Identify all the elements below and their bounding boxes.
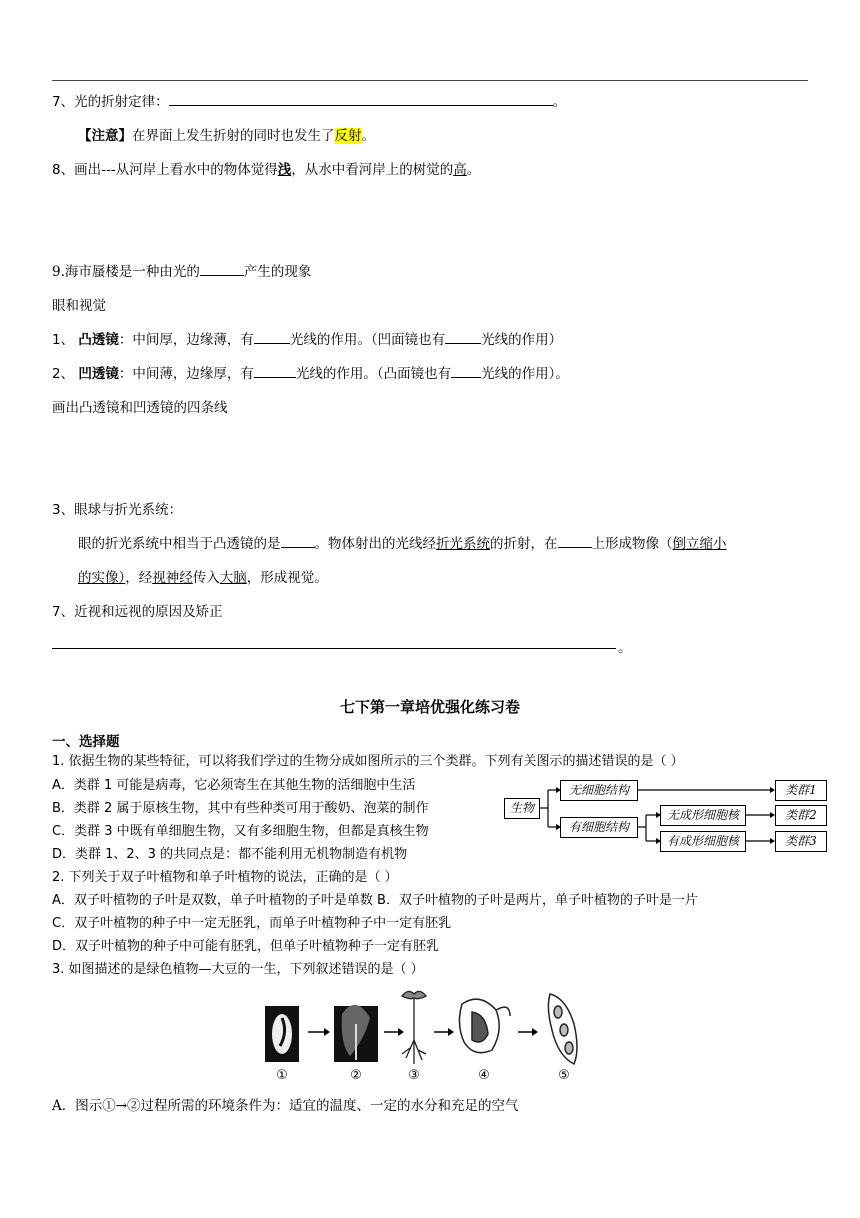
seedling-drawing (402, 991, 426, 1064)
q2-option-d: D．双子叶植物的种子中可能有胚乳，但单子叶植物种子一定有胚乳 (52, 939, 440, 954)
section-heading: 一、选择题 (52, 734, 120, 750)
answer-blank (558, 535, 592, 548)
q1-option-d: D．类群 1、2、3 的共同点是：都不能利用无机物制造有机物 (52, 847, 408, 862)
has-nucleus-box: 有成形细胞核 (660, 831, 746, 852)
organism-box: 生物 (504, 798, 540, 819)
note-tag: 【注意】 (78, 128, 132, 144)
eye-system-title: 3、眼球与折光系统： (52, 502, 183, 518)
has-cell-box: 有细胞结构 (560, 817, 638, 838)
q3-option-a: A．图示①→②过程所需的环境条件为：适宜的温度、一定的水分和充足的空气 (52, 1098, 519, 1114)
q1-option-a: A．类群 1 可能是病毒，它必须寄生在其他生物的活细胞中生活 (52, 778, 416, 793)
lifecycle-drawings (260, 984, 610, 1068)
q1-option-c: C．类群 3 中既有单细胞生物，又有多细胞生物，但都是真核生物 (52, 824, 429, 839)
myopia-question: 7、近视和远视的原因及矫正 (52, 604, 223, 620)
question-2: 2. 下列关于双子叶植物和单子叶植物的说法，正确的是（ ） (52, 870, 398, 885)
soybean-lifecycle-figure (260, 984, 610, 1084)
worksheet-title: 七下第一章培优强化练习卷 (339, 698, 520, 716)
highlight-reflection: 反射 (334, 128, 362, 144)
answer-blank (254, 331, 290, 344)
eye-system-text-1: 眼的折光系统中相当于凸透镜的是 。物体射出的光线经折光系统的折射，在 上形成物像（倒立缩小 (78, 536, 727, 552)
group1-box: 类群1 (775, 780, 827, 801)
question-3: 3. 如图描述的是绿色植物—大豆的一生，下列叙述错误的是（ ） (52, 962, 424, 977)
stage-5-label: ⑤ (558, 1068, 570, 1083)
q2-option-c: C．双子叶植物的种子中一定无胚乳，而单子叶植物种子中一定有胚乳 (52, 916, 452, 931)
stage-2-label: ② (350, 1068, 362, 1083)
stage-3-label: ③ (408, 1068, 420, 1083)
answer-blank (281, 535, 315, 548)
group2-box: 类群2 (775, 805, 827, 826)
answer-blank (451, 365, 481, 378)
eye-section-title: 眼和视觉 (52, 298, 106, 314)
answer-blank (254, 365, 296, 378)
note-line: 【注意】在界面上发生折射的同时也发生了反射。 (78, 128, 375, 144)
q7-label: 7、光的折射定律： (52, 94, 169, 110)
stage-1-label: ① (276, 1068, 288, 1083)
q8-line: 8、画出---从河岸上看水中的物体觉得浅，从水中看河岸上的树觉的高。 (52, 162, 481, 178)
q2-option-ab: A．双子叶植物的子叶是双数，单子叶植物的子叶是单数 B．双子叶植物的子叶是两片，单子叶植物的子叶是一片 (52, 893, 698, 908)
answer-line (52, 648, 616, 649)
q7-line: 7、光的折射定律： 。 (52, 94, 567, 110)
stage-4-label: ④ (478, 1068, 490, 1083)
q1-option-b: B．类群 2 属于原核生物，其中有些种类可用于酸奶、泡菜的制作 (52, 801, 429, 816)
group3-box: 类群3 (775, 831, 827, 852)
answer-blank (200, 263, 244, 276)
concave-lens-line: 2、 凹透镜：中间薄，边缘厚，有 光线的作用。（凸面镜也有 光线的作用）。 (52, 366, 569, 382)
no-cell-box: 无细胞结构 (560, 780, 638, 801)
convex-lens-line: 1、 凸透镜：中间厚，边缘薄，有 光线的作用。（凹面镜也有 光线的作用） (52, 332, 563, 348)
no-nucleus-box: 无成形细胞核 (660, 805, 746, 826)
question-1: 1. 依据生物的某些特征，可以将我们学过的生物分成如图所示的三个类群。下列有关图示的描述错误的是（ ） (52, 754, 684, 769)
classification-diagram (500, 774, 830, 856)
flower-drawing (459, 999, 510, 1052)
header-rule (52, 80, 808, 81)
draw-lens-instruction: 画出凸透镜和凹透镜的四条线 (52, 400, 228, 416)
eye-system-text-2: 的实像），经视神经传入大脑，形成视觉。 (78, 570, 328, 586)
answer-blank (169, 93, 553, 106)
q9-line: 9.海市蜃楼是一种由光的 产生的现象 (52, 264, 312, 280)
answer-blank (445, 331, 481, 344)
pod-drawing (548, 994, 577, 1064)
